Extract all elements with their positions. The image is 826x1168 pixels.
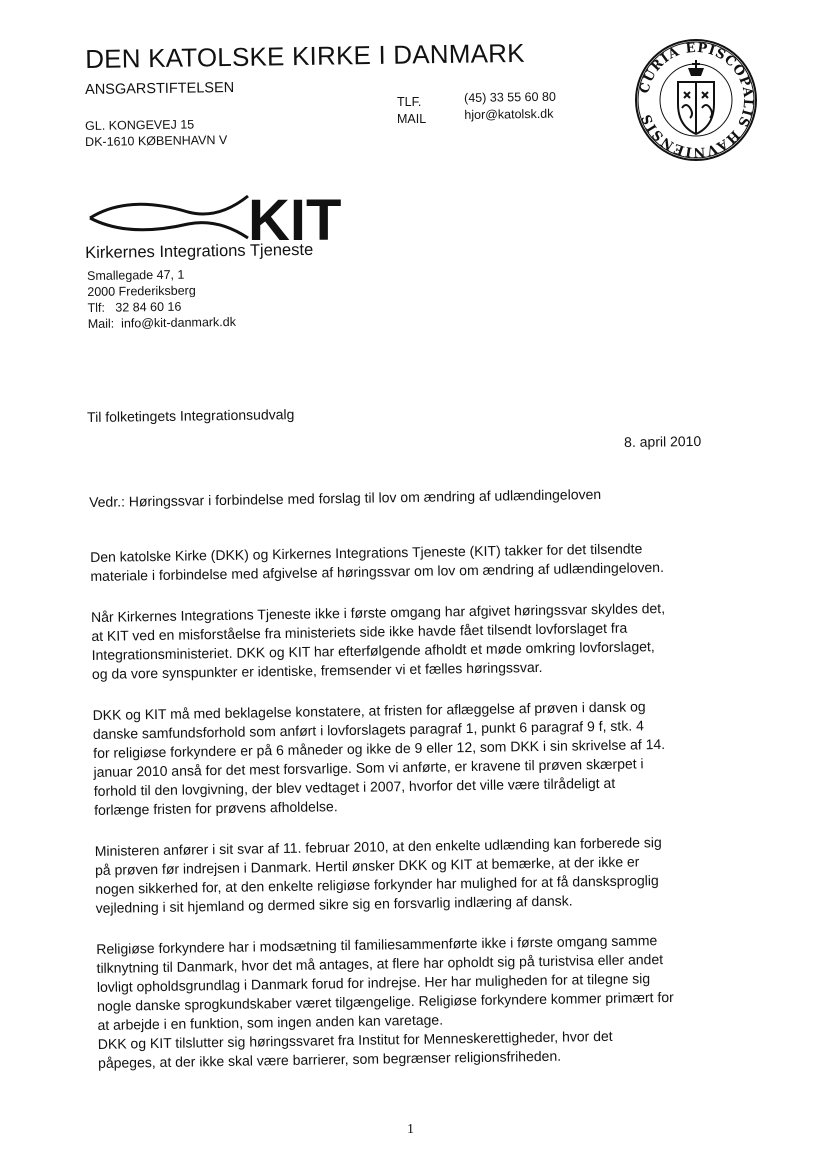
kit-address-line-1: Smallegade 47, 1 bbox=[87, 267, 185, 283]
address-line-1: GL. KONGEVEJ 15 bbox=[85, 117, 195, 133]
kit-logo-text: KIT bbox=[248, 188, 342, 244]
contact-values bbox=[464, 89, 556, 124]
letter-subject: Vedr.: Høringssvar i forbindelse med forslag til lov om ændring af udlændingeloven bbox=[89, 485, 602, 510]
paragraph: DKK og KIT tilslutter sig høringssvaret fra Institut for Menneskerettigheder, hvor det påpeges, at der ikke skal være barrierer, som begrænser religionsfriheden. bbox=[97, 1027, 613, 1071]
kit-name: Kirkernes Integrations Tjeneste bbox=[85, 240, 314, 262]
seal-text: CURIA EPISCOPALIS HAVNIENSIS bbox=[637, 40, 756, 160]
phone-label: TLF. bbox=[397, 95, 422, 109]
letter-date: 8. april 2010 bbox=[624, 432, 702, 450]
paragraph: Religiøse forkyndere har i modsætning til familiesammenførte ikke i første omgang samme tilknytning til Danmark, hvor det må antages, at flere har opholdt sig på turistvisa eller andet lovligt opholdsgrundlag i Danmark forud for indrejse. Her har muligheden for at tilegne sig nogle danske sprogkundskaber været tilgængelige. Religiøse forkyndere kommer primært for at arbejde i en funktion, som ingen anden kan varetage. bbox=[96, 932, 674, 1033]
kit-address-line-2: 2000 Frederiksberg bbox=[87, 283, 196, 299]
paragraph: Ministeren anfører i sit svar af 11. februar 2010, at den enkelte udlænding kan forberede sig på prøven før indrejsen i Danmark. Hertil ønsker DKK og KIT at bemærke, at der ikke er nogen sikkerhed for, at den enkelte religiøse forkynder har mulighed for at få dansksproglig vejledning i sit hjemland og dermed sikre sig en forsvarlig indlæring af dansk. bbox=[94, 834, 662, 916]
kit-address-block bbox=[87, 266, 236, 332]
kit-mail: Mail: info@kit-danmark.dk bbox=[87, 314, 237, 331]
paragraph: DKK og KIT må med beklagelse konstatere, at fristen for aflæggelse af prøven i dansk og danske samfundsforhold som anført i lovforslagets paragraf 1, punkt 6 paragraf 9 f, stk. 4 for religiøse forkyndere er på 6 måneder og ikke de 9 eller 12, som DKK i sin skrivelse af 14. januar 2010 anså for det mest forsvarlige. Som vi anførte, er kravene til prøven skærpet i forhold til den lovgivning, der blev vedtaget i 2007, hvorfor det ville være tilrådeligt at forlænge fristen for prøvens afholdelse. bbox=[92, 698, 666, 818]
organization-name: DEN KATOLSKE KIRKE I DANMARK bbox=[85, 37, 525, 74]
mail-address: hjor@katolsk.dk bbox=[464, 106, 554, 122]
paragraph: Den katolske Kirke (DKK) og Kirkernes Integrations Tjeneste (KIT) takker for det tilsendte materiale i forbindelse med afgivelse af høringssvar om lov om ændring af udlændingeloven. bbox=[90, 540, 665, 584]
recipient: Til folketingets Integrationsudvalg bbox=[87, 406, 295, 425]
episcopal-seal-icon bbox=[634, 38, 758, 162]
page-number: 1 bbox=[407, 1122, 414, 1137]
organization-subtitle: ANSGARSTIFTELSEN bbox=[85, 79, 235, 98]
paragraph: Når Kirkernes Integrations Tjeneste ikke i første omgang har afgivet høringssvar skyldes det, at KIT ved en misforståelse fra ministeriets side ikke havde fået tilsendt lovforslaget fra Integrationsministeriet. DKK og KIT har efterfølgende afholdt et møde omkring lovforslaget, og da vore synspunkter er identiske, fremsender vi et fælles høringssvar. bbox=[90, 599, 666, 682]
letter-body bbox=[90, 538, 738, 1073]
address-line-2: DK-1610 KØBENHAVN V bbox=[85, 133, 228, 149]
mail-label: MAIL bbox=[397, 112, 427, 126]
kit-phone: Tlf: 32 84 60 16 bbox=[87, 299, 182, 315]
contact-labels bbox=[397, 94, 426, 128]
phone-number: (45) 33 55 60 80 bbox=[464, 89, 556, 105]
kit-fish-logo bbox=[88, 188, 348, 244]
